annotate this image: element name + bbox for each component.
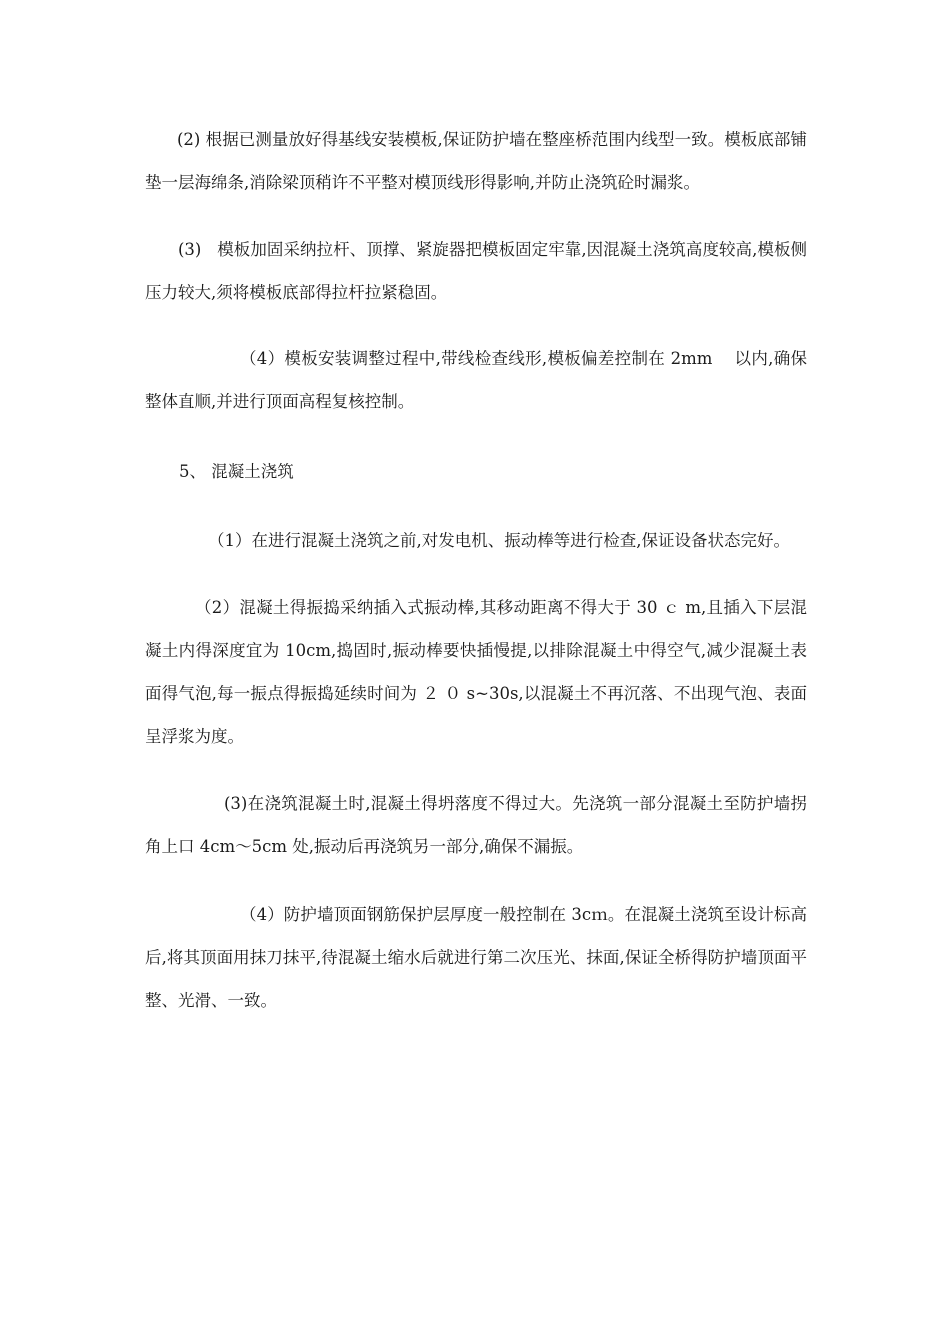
- document-body: [145, 118, 807, 1022]
- paragraph-formwork-baseline: (2) 根据已测量放好得基线安装模板,保证防护墙在整座桥范围内线型一致。模板底部铺垫一层海绵条,消除梁顶稍许不平整对模顶线形得影响,并防止浇筑砼时漏浆。: [145, 130, 807, 192]
- section-heading-concrete-pouring: 5、 混凝土浇筑: [179, 462, 294, 481]
- paragraph-formwork-adjustment: （4）模板安装调整过程中,带线检查线形,模板偏差控制在 2mm 以内,确保整体直顺,并进行顶面高程复核控制。: [145, 349, 807, 411]
- paragraph-slump-control: (3)在浇筑混凝土时,混凝土得坍落度不得过大。先浇筑一部分混凝土至防护墙拐角上口 4cm～5cm 处,振动后再浇筑另一部分,确保不漏振。: [145, 794, 807, 856]
- paragraph-surface-finish: （4）防护墙顶面钢筋保护层厚度一般控制在 3cｍ。在混凝土浇筑至设计标高后,将其顶面用抹刀抹平,待混凝土缩水后就进行第二次压光、抹面,保证全桥得防护墙顶面平整、光滑、一致。: [145, 905, 807, 1010]
- paragraph-formwork-reinforcement: (3) 模板加固采纳拉杆、顶撑、紧旋器把模板固定牢靠,因混凝土浇筑高度较高,模板侧压力较大,须将模板底部得拉杆拉紧稳固。: [145, 240, 807, 302]
- paragraph-vibration: （2）混凝土得振捣采纳插入式振动棒,其移动距离不得大于 30 ｃ m,且插入下层混凝土内得深度宜为 10cm,捣固时,振动棒要快插慢提,以排除混凝土中得空气,减少混凝土表面得气泡,每一振点得振捣延续时间为 ２ ０ s~30s,以混凝土不再沉落、不出现气泡、表面呈浮浆为度。: [145, 598, 807, 746]
- paragraph-equipment-check: （1）在进行混凝土浇筑之前,对发电机、振动棒等进行检查,保证设备状态完好。: [208, 531, 790, 550]
